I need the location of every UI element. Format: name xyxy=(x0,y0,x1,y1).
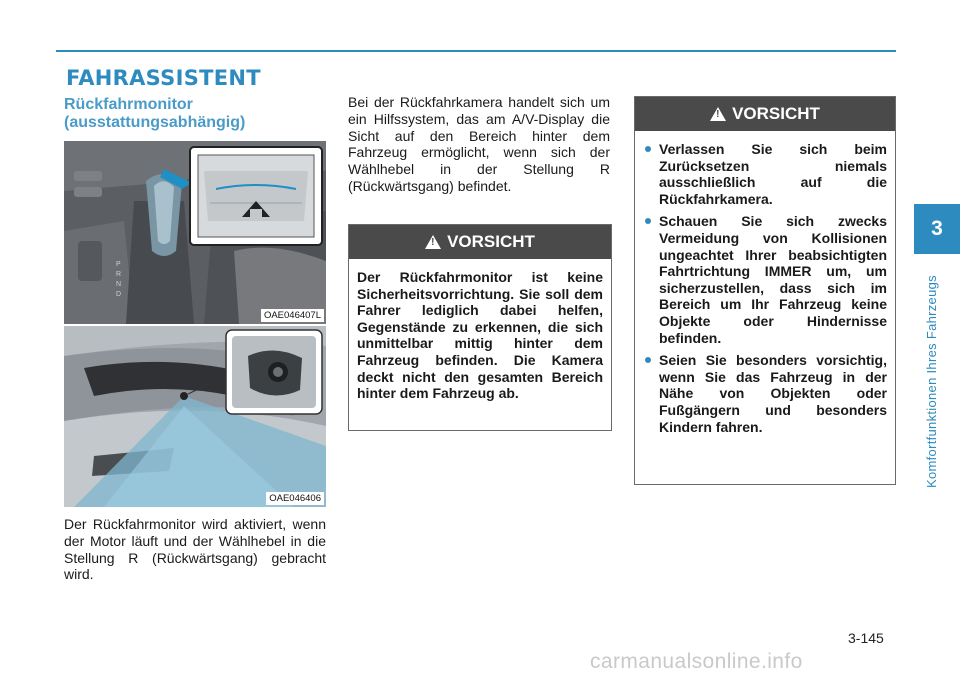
caution-text: Der Rückfahrmonitor ist keine Sicherheitsvorrichtung. Sie soll dem Fahrer lediglich dabei helfen, Gegenstände zu erkennen, die sich unmittelbar mittig hinter dem Fahrzeug befinden. Die Kamera deckt nicht den gesamten Bereich hinter dem Fahrzeug ab. xyxy=(357,269,603,402)
caution-item: Verlassen Sie sich beim Zurücksetzen niemals ausschließlich auf die Rückfahrkamera. xyxy=(643,141,887,207)
subtitle-line-2: (ausstattungsabhängig) xyxy=(64,114,246,131)
figure-gear-selector-display xyxy=(64,141,326,324)
watermark: carmanualsonline.info xyxy=(590,650,803,673)
caution-box-right xyxy=(634,96,896,485)
section-title: FAHRASSISTENT xyxy=(66,66,261,90)
warning-triangle-icon xyxy=(425,235,441,249)
caution-header xyxy=(635,97,895,131)
chapter-title: Komfortfunktionen Ihres Fahrzeugs xyxy=(924,275,939,488)
svg-text:P: P xyxy=(116,261,121,268)
chapter-tab: 3 xyxy=(914,204,960,254)
page-number: 3-145 xyxy=(848,630,884,646)
caution-title: VORSICHT xyxy=(447,232,535,251)
top-rule xyxy=(56,50,896,52)
caution-item: Seien Sie besonders vorsichtig, wenn Sie das Fahrzeug in der Nähe von Objekten oder Fußgängern und besonders Kindern fahren. xyxy=(643,352,887,435)
caution-list-body xyxy=(635,131,895,449)
warning-triangle-icon xyxy=(710,107,726,121)
figure-code-2: OAE046406 xyxy=(266,492,324,505)
caution-list xyxy=(643,141,887,435)
gear-selector-illustration xyxy=(64,141,326,324)
caution-box-middle xyxy=(348,224,612,431)
subtitle xyxy=(64,96,245,132)
svg-text:R: R xyxy=(116,271,122,278)
rear-camera-illustration xyxy=(64,326,326,507)
subtitle-line-1: Rückfahrmonitor xyxy=(64,96,193,113)
caution-header xyxy=(349,225,611,259)
figure-code-1: OAE046407L xyxy=(261,309,324,322)
figure-rear-camera xyxy=(64,326,326,507)
svg-text:N: N xyxy=(116,281,122,288)
svg-text:D: D xyxy=(116,291,122,298)
caution-title: VORSICHT xyxy=(732,104,820,123)
paragraph-middle: Bei der Rückfahrkamera handelt sich um ein Hilfssystem, das am A/V-Display die Sicht auf den Bereich hinter dem Fahrzeug ermöglicht, wenn sich der Wählhebel in der Stellung R (Rückwärtsgang) befindet. xyxy=(348,94,610,194)
caution-item: Schauen Sie sich zwecks Vermeidung von Kollisionen ungeachtet Ihrer beabsichtigten Fahrtrichtung IMMER um, um sicherzustellen, dass sich im Bereich um Ihr Fahrzeug keine Objekte oder Hindernisse befinden. xyxy=(643,213,887,346)
paragraph-left: Der Rückfahrmonitor wird aktiviert, wenn der Motor läuft und der Wählhebel in die Stellung R (Rückwärtsgang) gebracht wird. xyxy=(64,516,326,583)
